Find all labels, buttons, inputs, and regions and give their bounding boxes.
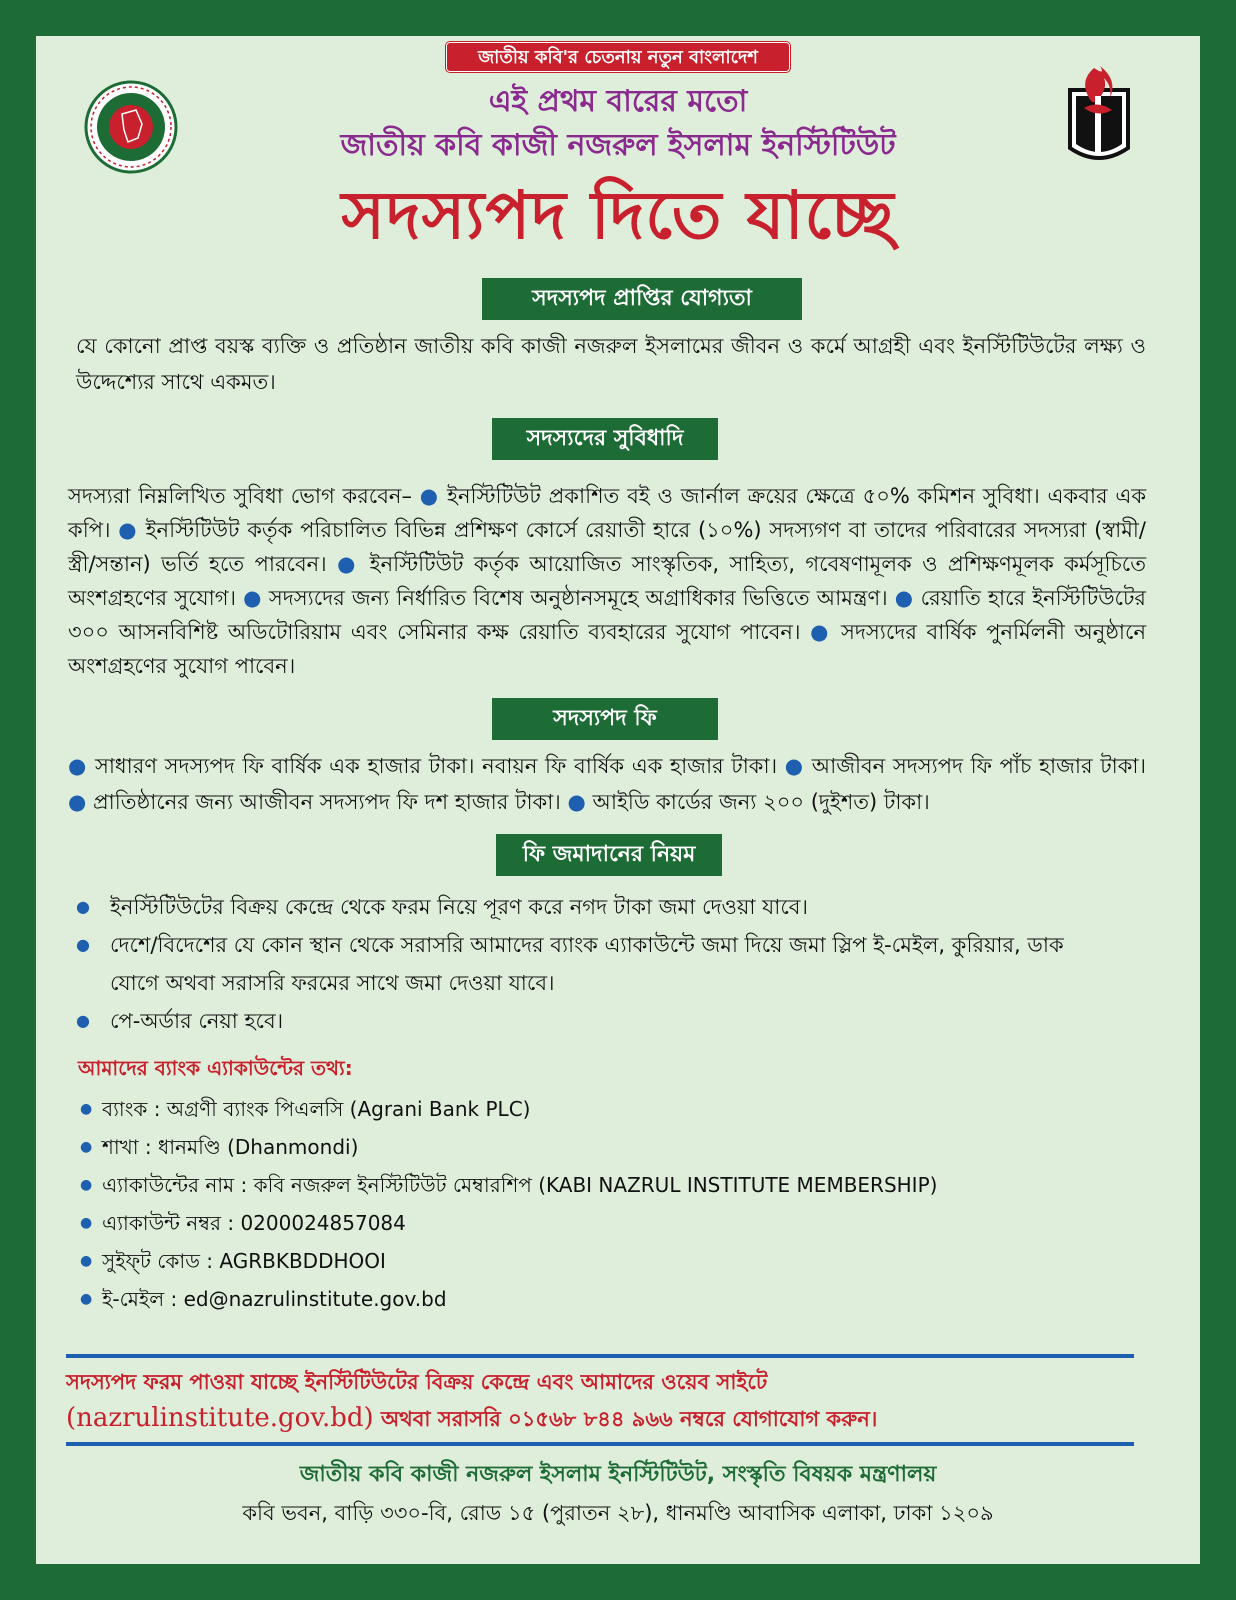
list-item: ● দেশে/বিদেশের যে কোন স্থান থেকে সরাসরি আমাদের ব্যাংক এ্যাকাউন্টে জমা দিয়ে জমা স্লিপ ই-মেইল, কুরিয়ার, ডাক যোগে অথবা সরাসরি ফরমের সাথে জমা দেওয়া যাবে। <box>76 926 1076 1002</box>
eligibility-title: সদস্যপদ প্রাপ্তির যোগ্যতা <box>482 278 802 320</box>
fees-paragraph <box>68 748 1146 820</box>
fee-item: প্রাতিষ্ঠানের জন্য আজীবন সদস্যপদ ফি দশ হাজার টাকা। <box>93 790 561 814</box>
notice-contact: অথবা সরাসরি ০১৫৬৮ ৮৪৪ ৯৬৬ নম্বরে যোগাযোগ করুন। <box>373 1407 878 1431</box>
benefits-intro: সদস্যরা নিম্নলিখিত সুবিধা ভোগ করবেন– <box>68 484 412 508</box>
bullet-icon: ● <box>68 754 95 778</box>
benefit-item: ইনস্টিটিউট কর্তৃক আয়োজিত সাংস্কৃতিক, সাহিত্য, গবেষণামূলক ও প্রশিক্ষণমূলক কর্মসূচিতে অংশগ্রহণের সুযোগ। <box>68 552 1146 610</box>
page-title: সদস্যপদ দিতে যাচ্ছে <box>341 177 895 254</box>
benefits-paragraph <box>68 479 1146 683</box>
footer-notice <box>66 1364 1134 1437</box>
benefit-item: ইনস্টিটিউট প্রকাশিত বই ও জার্নাল ক্রয়ের ক্ষেত্রে ৫০% কমিশন সুবিধা। একবার এক কপি। <box>68 484 1147 542</box>
bullet-icon: ● <box>419 484 448 508</box>
bullet-icon: ● <box>243 586 269 610</box>
bullet-icon: ● <box>118 518 146 542</box>
list-item: ● পে-অর্ডার নেয়া হবে। <box>76 1002 1076 1040</box>
bank-info-title: আমাদের ব্যাংক এ্যাকাউন্টের তথ্য: <box>78 1056 353 1080</box>
bank-branch: ● শাখা : ধানমণ্ডি (Dhanmondi) <box>80 1128 1160 1166</box>
payment-title: ফি জমাদানের নিয়ম <box>496 834 722 876</box>
benefit-item: রেয়াতি হারে ইনস্টিটিউটের ৩০০ আসনবিশিষ্ট অডিটোরিয়াম এবং সেমিনার কক্ষ রেয়াতি ব্যবহারের সুযোগ পাবেন। <box>68 586 1146 644</box>
bullet-icon: ● <box>784 754 812 778</box>
list-item: ● ইনস্টিটিউটের বিক্রয় কেন্দ্রে থেকে ফরম নিয়ে পূরণ করে নগদ টাকা জমা দেওয়া যাবে। <box>76 888 1076 926</box>
notice-text: সদস্যপদ ফরম পাওয়া যাচ্ছে ইনস্টিটিউটের বিক্রয় কেন্দ্রে এবং আমাদের ওয়েব সাইটে <box>66 1370 768 1394</box>
bullet-icon: ● <box>337 552 370 576</box>
fee-item: সাধারণ সদস্যপদ ফি বার্ষিক এক হাজার টাকা। নবায়ন ফি বার্ষিক এক হাজার টাকা। <box>94 754 778 778</box>
divider <box>66 1354 1134 1358</box>
bank-email: ● ই-মেইল : ed@nazrulinstitute.gov.bd <box>80 1280 1160 1318</box>
benefits-title: সদস্যদের সুবিধাদি <box>492 418 718 460</box>
header-line-1: এই প্রথম বারের মতো <box>488 84 748 119</box>
footer-organization: জাতীয় কবি কাজী নজরুল ইসলাম ইনস্টিটিউট, সংস্কৃতি বিষয়ক মন্ত্রণালয় <box>299 1462 937 1487</box>
bullet-icon: ● <box>567 790 593 814</box>
bullet-icon: ● <box>894 586 921 610</box>
header-line-2: জাতীয় কবি কাজী নজরুল ইসলাম ইনস্টিটিউট <box>340 128 896 163</box>
fee-item: আজীবন সদস্যপদ ফি পাঁচ হাজার টাকা। <box>811 754 1147 778</box>
poster-body <box>36 36 1200 1564</box>
website-link[interactable]: (nazrulinstitute.gov.bd) <box>66 1403 374 1433</box>
swift-code: ● সুইফ্‌ট কোড : AGRBKBDDHOOI <box>80 1242 1160 1280</box>
bullet-icon: ● <box>68 790 93 814</box>
benefit-item: সদস্যদের বার্ষিক পুনর্মিলনী অনুষ্ঠানে অংশগ্রহণের সুযোগ পাবেন। <box>68 620 1146 678</box>
payment-rules-list <box>76 888 1076 1040</box>
footer-address: কবি ভবন, বাড়ি ৩৩০-বি, রোড ১৫ (পুরাতন ২৮), ধানমণ্ডি আবাসিক এলাকা, ঢাকা ১২০৯ <box>242 1501 994 1525</box>
benefit-item: ইনস্টিটিউট কর্তৃক পরিচালিত বিভিন্ন প্রশিক্ষণ কোর্সে রেয়াতী হারে (১০%) সদস্যগণ বা তাদের পরিবারের সদস্যরা (স্বামী/স্ত্রী/সন্তান) ভর্তি হতে পারবেন। <box>68 518 1146 576</box>
divider <box>66 1442 1134 1446</box>
account-number: ● এ্যাকাউন্ট নম্বর : 0200024857084 <box>80 1204 1160 1242</box>
bank-name: ● ব্যাংক : অগ্রণী ব্যাংক পিএলসি (Agrani Bank PLC) <box>80 1090 1160 1128</box>
bullet-icon: ● <box>810 620 842 644</box>
fee-item: আইডি কার্ডের জন্য ২০০ (দুইশত) টাকা। <box>592 790 930 814</box>
account-name: ● এ্যাকাউন্টের নাম : কবি নজরুল ইনস্টিটিউট মেম্বারশিপ (KABI NAZRUL INSTITUTE MEMBERSHIP) <box>80 1166 1160 1204</box>
eligibility-text: যে কোনো প্রাপ্ত বয়স্ক ব্যক্তি ও প্রতিষ্ঠান জাতীয় কবি কাজী নজরুল ইসলামের জীবন ও কর্মে আগ্রহী এবং ইনস্টিটিউটের লক্ষ্য ও উদ্দেশ্যের সাথে একমত। <box>76 334 1146 394</box>
bank-info-list <box>80 1090 1160 1318</box>
benefit-item: সদস্যদের জন্য নির্ধারিত বিশেষ অনুষ্ঠানসমূহে অগ্রাধিকার ভিত্তিতে আমন্ত্রণ। <box>268 586 888 610</box>
fees-title: সদস্যপদ ফি <box>492 698 718 740</box>
tagline-badge: জাতীয় কবি'র চেতনায় নতুন বাংলাদেশ <box>446 42 790 72</box>
